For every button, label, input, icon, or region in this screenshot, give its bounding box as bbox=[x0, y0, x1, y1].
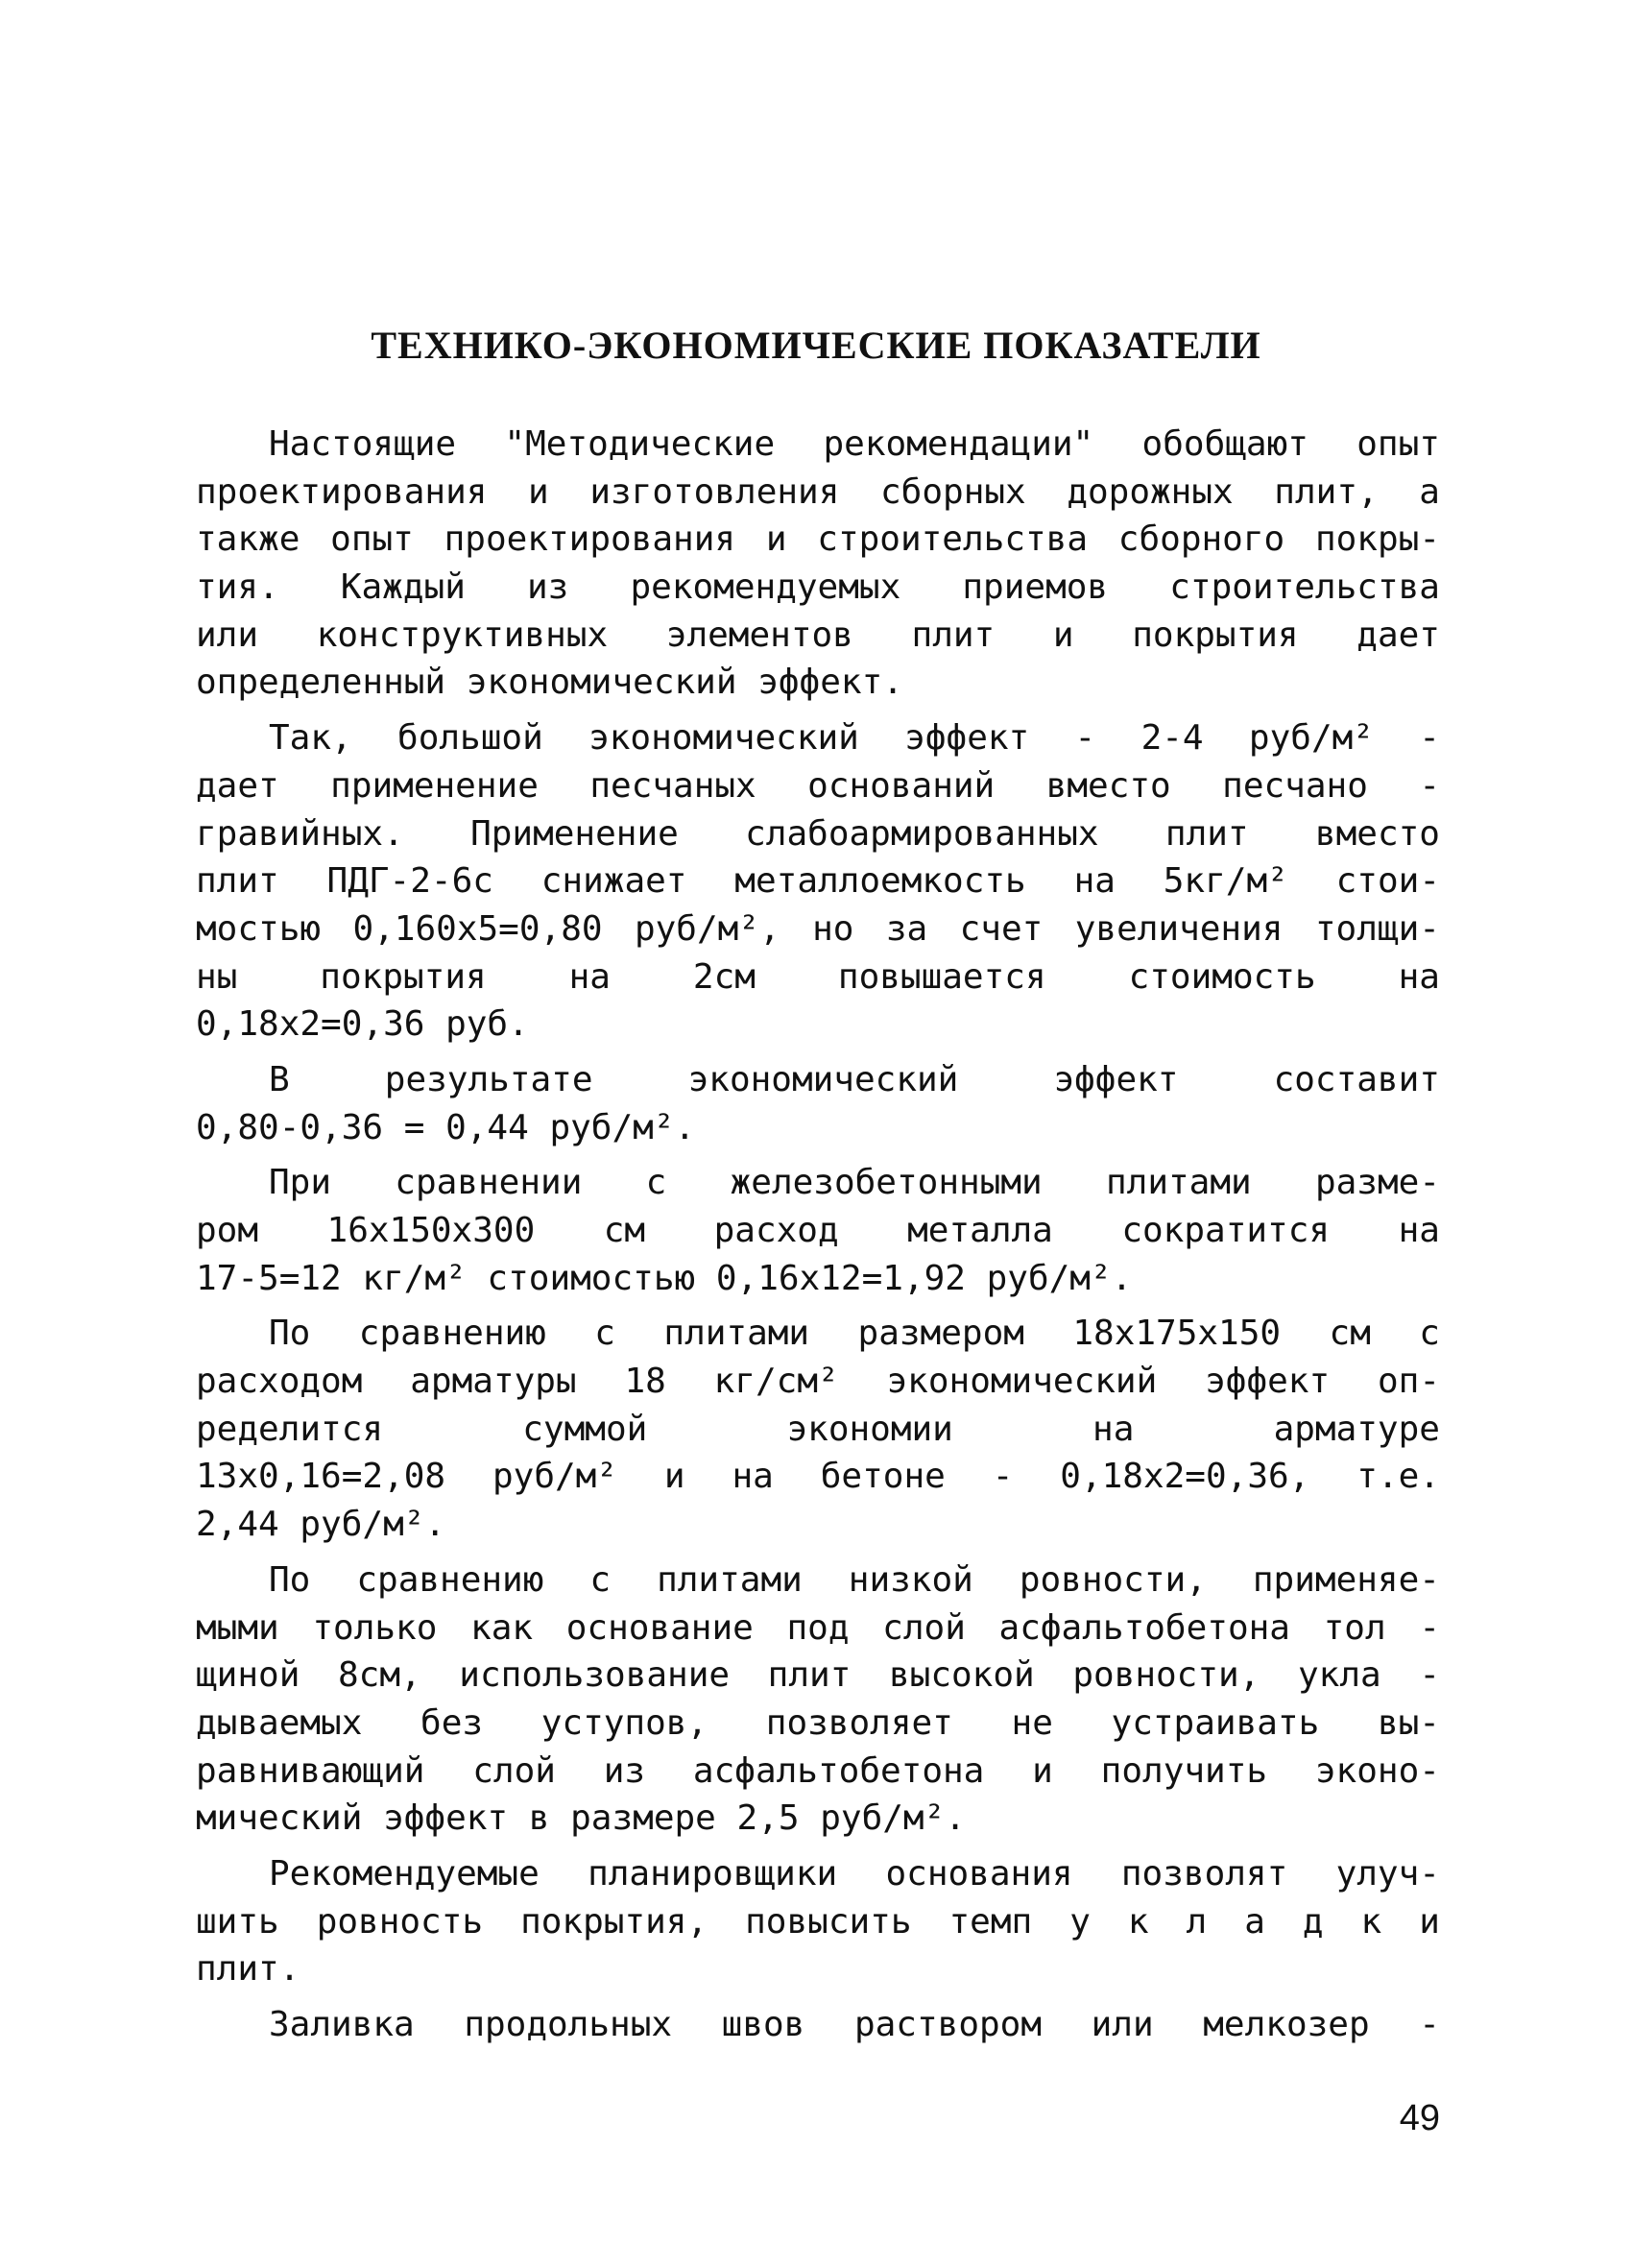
word: ровности, bbox=[1072, 1655, 1260, 1696]
word: опыт bbox=[1356, 424, 1440, 464]
word: плитами bbox=[663, 1314, 810, 1354]
word: проектирования bbox=[196, 471, 488, 512]
word: на bbox=[1092, 1409, 1135, 1449]
text-line bbox=[196, 1652, 1440, 1700]
word: применение bbox=[330, 765, 539, 806]
word: из bbox=[603, 1750, 646, 1791]
word: слабоармированных bbox=[745, 813, 1099, 854]
word: дает bbox=[196, 765, 279, 806]
word: плит bbox=[1164, 813, 1249, 854]
word: или bbox=[1091, 2005, 1154, 2044]
word: экономический bbox=[588, 718, 859, 759]
text-line: определенный экономический эффект. bbox=[196, 663, 903, 703]
word: руб/м² bbox=[492, 1457, 618, 1497]
word: 0,18х2=0,36, bbox=[1060, 1457, 1310, 1497]
word: сборных bbox=[880, 471, 1026, 512]
text-line bbox=[196, 953, 1440, 1001]
word: слой bbox=[472, 1750, 556, 1791]
word: Настоящие bbox=[269, 424, 457, 464]
word: высокой bbox=[888, 1655, 1035, 1696]
text-line: 17-5=12 кг/м² стоимостью 0,16х12=1,92 руб/м². bbox=[196, 1258, 1133, 1298]
word: стои- bbox=[1335, 861, 1440, 902]
word: низкой bbox=[848, 1559, 973, 1600]
word: счет bbox=[959, 908, 1044, 949]
word: только bbox=[312, 1607, 438, 1648]
word: толщи- bbox=[1314, 908, 1440, 949]
word: 8см, bbox=[337, 1655, 421, 1696]
word: плитами bbox=[657, 1559, 803, 1600]
word: на bbox=[568, 956, 611, 997]
text-line bbox=[196, 1159, 1440, 1207]
text-line bbox=[196, 1358, 1440, 1406]
word: 13х0,16=2,08 bbox=[196, 1457, 446, 1497]
word: позволят bbox=[1120, 1853, 1288, 1894]
text-line bbox=[196, 857, 1440, 905]
word: плит bbox=[196, 861, 279, 902]
word: использование bbox=[459, 1655, 731, 1696]
text-line bbox=[196, 905, 1440, 953]
text-line bbox=[196, 421, 1440, 469]
word: эффект bbox=[1205, 1362, 1331, 1402]
word: бетоне bbox=[820, 1457, 946, 1497]
word: ровность bbox=[316, 1901, 484, 1942]
word: оснований bbox=[807, 765, 996, 806]
text-line bbox=[196, 1850, 1440, 1898]
word: см bbox=[1329, 1314, 1371, 1354]
text-line bbox=[196, 1453, 1440, 1501]
word: а bbox=[1244, 1901, 1265, 1942]
word: изготовления bbox=[589, 471, 840, 512]
word: шить bbox=[196, 1901, 279, 1942]
word: планировщики bbox=[588, 1853, 838, 1894]
page-title: ТЕХНИКО-ЭКОНОМИЧЕСКИЕ ПОКАЗАТЕЛИ bbox=[371, 324, 1261, 367]
word: на bbox=[1398, 956, 1440, 997]
text-line bbox=[196, 1556, 1440, 1604]
word: расход bbox=[713, 1211, 839, 1250]
text-line bbox=[196, 810, 1440, 858]
text-line bbox=[196, 1310, 1440, 1358]
word: эффект bbox=[904, 718, 1030, 759]
word: арматуры bbox=[410, 1362, 577, 1402]
word: сборного bbox=[1117, 519, 1285, 560]
word: металла bbox=[907, 1211, 1053, 1250]
text-line: плит. bbox=[196, 1949, 300, 1990]
word: применяе- bbox=[1252, 1559, 1440, 1600]
word: В bbox=[269, 1059, 290, 1099]
word: песчаных bbox=[589, 765, 756, 806]
word: вы- bbox=[1377, 1702, 1440, 1743]
word: эффект bbox=[1053, 1059, 1179, 1099]
word: Рекомендуемые bbox=[269, 1853, 540, 1894]
word: руб/м² bbox=[1248, 718, 1374, 759]
text-line: 0,80-0,36 = 0,44 руб/м². bbox=[196, 1107, 696, 1147]
word: эконо- bbox=[1314, 1750, 1440, 1791]
word: Заливка bbox=[269, 2005, 415, 2044]
word: снижает bbox=[540, 861, 687, 902]
word: оп- bbox=[1377, 1362, 1440, 1402]
word: ределится bbox=[196, 1409, 384, 1449]
text-line bbox=[196, 564, 1440, 612]
word: плит bbox=[911, 615, 996, 655]
word: сравнению bbox=[356, 1559, 544, 1600]
text-line bbox=[196, 1898, 1440, 1946]
word: экономический bbox=[886, 1362, 1158, 1402]
text-line bbox=[196, 714, 1440, 762]
word: - bbox=[992, 1457, 1014, 1497]
text-line bbox=[196, 469, 1440, 517]
word: вместо bbox=[1314, 813, 1440, 854]
word: Так, bbox=[269, 718, 352, 759]
word: а bbox=[1419, 471, 1440, 512]
word: за bbox=[885, 908, 928, 949]
word: также bbox=[196, 519, 300, 560]
word: - bbox=[1419, 1655, 1440, 1696]
word: ПДГ-2-6с bbox=[326, 861, 493, 902]
word: строительства bbox=[1169, 567, 1440, 608]
word: арматуре bbox=[1273, 1409, 1440, 1449]
word: щиной bbox=[196, 1655, 300, 1696]
word: улуч- bbox=[1335, 1853, 1440, 1894]
word: вместо bbox=[1045, 765, 1171, 806]
word: - bbox=[1419, 765, 1440, 806]
word: составит bbox=[1273, 1059, 1440, 1099]
word: и bbox=[765, 519, 787, 560]
word: плитами bbox=[1105, 1163, 1252, 1203]
word: покры- bbox=[1314, 519, 1440, 560]
word: сократится bbox=[1121, 1211, 1331, 1250]
word: стоимость bbox=[1128, 956, 1316, 997]
word: покрытия, bbox=[520, 1901, 708, 1942]
word: дываемых bbox=[196, 1702, 363, 1743]
word: покрытия bbox=[1132, 615, 1299, 655]
word: 2см bbox=[692, 956, 756, 997]
word: раствором bbox=[853, 2005, 1043, 2044]
word: проектирования bbox=[444, 519, 736, 560]
word: ровности, bbox=[1019, 1559, 1207, 1600]
word: л bbox=[1186, 1901, 1208, 1942]
word: элементов bbox=[665, 615, 853, 655]
word: получить bbox=[1100, 1750, 1268, 1791]
word: основание bbox=[565, 1607, 754, 1648]
word: экономический bbox=[687, 1059, 959, 1099]
word: под bbox=[786, 1607, 850, 1648]
word: плит, bbox=[1274, 471, 1379, 512]
word: тол bbox=[1323, 1607, 1386, 1648]
text-line: 2,44 руб/м². bbox=[196, 1505, 446, 1545]
word: к bbox=[1360, 1901, 1382, 1942]
word: асфальтобетона bbox=[998, 1607, 1290, 1648]
word: ны bbox=[196, 956, 238, 997]
text-line bbox=[196, 1406, 1440, 1454]
text-line: мический эффект в размере 2,5 руб/м². bbox=[196, 1798, 966, 1839]
text-line bbox=[196, 762, 1440, 810]
word: равнивающий bbox=[196, 1750, 425, 1791]
word: устраивать bbox=[1111, 1702, 1320, 1743]
word: размером bbox=[857, 1314, 1024, 1354]
word: но bbox=[812, 908, 854, 949]
word: тия. bbox=[196, 567, 279, 608]
word: д bbox=[1302, 1901, 1324, 1942]
word: к bbox=[1127, 1901, 1149, 1942]
text-line bbox=[196, 1700, 1440, 1748]
word: мостью bbox=[196, 908, 322, 949]
word: основания bbox=[885, 1853, 1073, 1894]
word: рекомендуемых bbox=[630, 567, 901, 608]
word: 5кг/м² bbox=[1163, 861, 1288, 902]
word: суммой bbox=[522, 1409, 648, 1449]
word: уступов, bbox=[540, 1702, 708, 1743]
word: По bbox=[269, 1559, 311, 1600]
word: По bbox=[269, 1314, 311, 1354]
word: расходом bbox=[196, 1362, 363, 1402]
word: дорожных bbox=[1067, 471, 1234, 512]
word: и bbox=[663, 1457, 685, 1497]
word: песчано bbox=[1222, 765, 1368, 806]
word: руб/м², bbox=[634, 908, 780, 949]
word: кг/см² bbox=[713, 1362, 839, 1402]
word: 16х150х300 bbox=[326, 1211, 536, 1250]
word: т.е. bbox=[1356, 1457, 1440, 1497]
word: укла bbox=[1298, 1655, 1381, 1696]
word: разме- bbox=[1314, 1163, 1440, 1203]
word: покрытия bbox=[320, 956, 487, 997]
word: железобетонными bbox=[730, 1163, 1043, 1203]
word: обобщают bbox=[1141, 424, 1308, 464]
word: плит bbox=[767, 1655, 852, 1696]
word: опыт bbox=[330, 519, 414, 560]
word: ром bbox=[196, 1211, 259, 1250]
word: гравийных. bbox=[196, 813, 404, 854]
word: 2-4 bbox=[1140, 718, 1204, 759]
word: повышается bbox=[837, 956, 1046, 997]
text-line bbox=[196, 516, 1440, 564]
word: у bbox=[1069, 1901, 1091, 1942]
word: - bbox=[1419, 1607, 1440, 1648]
word: 18х175х150 bbox=[1072, 1314, 1282, 1354]
word: как bbox=[470, 1607, 534, 1648]
page-number: 49 bbox=[1399, 2098, 1440, 2138]
word: см bbox=[603, 1211, 646, 1250]
word: мыми bbox=[196, 1607, 279, 1648]
word: с bbox=[594, 1314, 615, 1354]
word: сравнению bbox=[358, 1314, 546, 1354]
word: не bbox=[1011, 1702, 1053, 1743]
word: дает bbox=[1356, 615, 1440, 655]
word: и bbox=[1032, 1750, 1053, 1791]
word: на bbox=[732, 1457, 774, 1497]
word: строительства bbox=[817, 519, 1089, 560]
text-line bbox=[196, 612, 1440, 660]
text-line bbox=[196, 1207, 1440, 1255]
word: без bbox=[420, 1702, 484, 1743]
word: или bbox=[196, 615, 259, 655]
word: на bbox=[1398, 1211, 1440, 1250]
word: и bbox=[1052, 615, 1074, 655]
word: слой bbox=[882, 1607, 966, 1648]
body-text bbox=[196, 421, 1440, 2049]
word: и bbox=[1419, 1901, 1440, 1942]
word: повысить bbox=[745, 1901, 912, 1942]
word: увеличения bbox=[1074, 908, 1284, 949]
word: большой bbox=[397, 718, 543, 759]
word: швов bbox=[721, 2005, 805, 2044]
word: с bbox=[1419, 1314, 1440, 1354]
word: Каждый bbox=[340, 567, 466, 608]
text-line: 0,18х2=0,36 руб. bbox=[196, 1004, 529, 1045]
word: При bbox=[269, 1163, 332, 1203]
word: на bbox=[1073, 861, 1116, 902]
word: результате bbox=[384, 1059, 593, 1099]
word: асфальтобетона bbox=[692, 1750, 985, 1791]
word: с bbox=[645, 1163, 667, 1203]
word: мелкозер bbox=[1203, 2005, 1370, 2044]
word: металлоемкость bbox=[734, 861, 1026, 902]
word: с bbox=[589, 1559, 612, 1600]
word: рекомендации" bbox=[823, 424, 1094, 464]
text-line bbox=[196, 1748, 1440, 1796]
word: темп bbox=[948, 1901, 1033, 1942]
word: из bbox=[527, 567, 569, 608]
word: сравнении bbox=[395, 1163, 583, 1203]
word: продольных bbox=[464, 2005, 673, 2044]
text-line bbox=[196, 1056, 1440, 1104]
word: 0,160х5=0,80 bbox=[352, 908, 603, 949]
word: - bbox=[1074, 718, 1096, 759]
word: конструктивных bbox=[316, 615, 609, 655]
word: приемов bbox=[962, 567, 1109, 608]
word: и bbox=[528, 471, 549, 512]
word: - bbox=[1419, 2005, 1440, 2044]
text-line bbox=[196, 2001, 1440, 2049]
word: 18 bbox=[624, 1362, 666, 1402]
word: Применение bbox=[470, 813, 679, 854]
word: экономии bbox=[786, 1409, 953, 1449]
word: "Методические bbox=[504, 424, 776, 464]
text-line bbox=[196, 1604, 1440, 1653]
word: - bbox=[1419, 718, 1440, 759]
word: позволяет bbox=[765, 1702, 953, 1743]
